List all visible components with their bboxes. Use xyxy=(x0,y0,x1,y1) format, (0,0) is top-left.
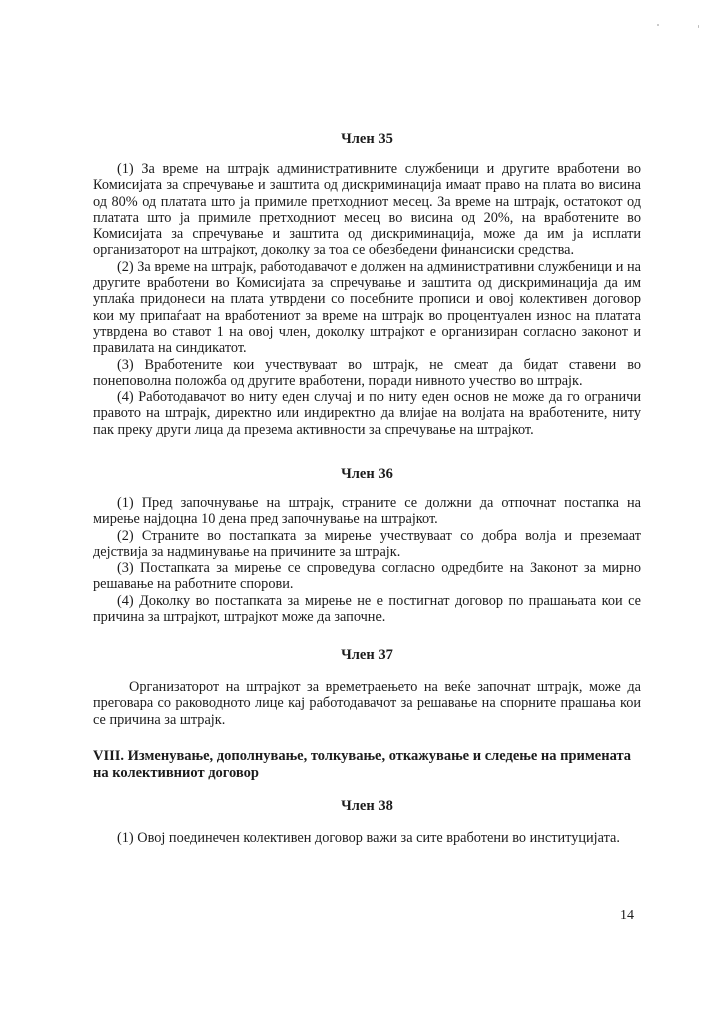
article-35-heading: Член 35 xyxy=(341,131,393,147)
article-35-body xyxy=(93,161,641,438)
article-35-paragraph-4: (4) Работодавачот во ниту еден случај и по ниту еден основ не може да го ограничи правото на штрајк, директно или индиректно да влијае на волјата на вработените, ниту пак преку други лица да презема активности за спречување на штрајкот. xyxy=(93,389,641,438)
article-36-paragraph-1: (1) Пред започнување на штрајк, страните се должни да отпочнат постапка на мирење најдоцна 10 дена пред започнување на штрајкот. xyxy=(93,495,641,528)
article-38-paragraph-1: (1) Овој поединечен колективен договор важи за сите вработени во институцијата. xyxy=(117,830,620,846)
article-35-paragraph-3: (3) Вработените кои учествуваат во штрајк, не смеат да бидат ставени во понеповолна положба од другите вработени, поради нивното учество во штрајк. xyxy=(93,356,641,389)
article-37-heading: Член 37 xyxy=(341,647,393,663)
article-36-body xyxy=(93,495,641,625)
article-38-body xyxy=(93,830,641,846)
article-35-paragraph-2: (2) За време на штрајк, работодавачот е должен на административни службеници и на другите вработени во Комисијата за спречување и заштита од дискриминација да им уплаќа придонеси на плата утврдени со посебните прописи и овој колективен договор кои му припаѓаат на вработениот за време на штрајк во процентуален износ на платата утврдена во ставот 1 на овој член, доколку штрајкот е организиран согласно законот и правилата на синдикатот. xyxy=(93,258,641,357)
section-viii-title: VIII. Изменување, дополнување, толкување, откажување и следење на примената на колективниот договор xyxy=(93,748,631,781)
scan-speck xyxy=(698,25,699,28)
article-38-heading: Член 38 xyxy=(341,798,393,814)
article-36-heading: Член 36 xyxy=(341,466,393,482)
article-36-paragraph-4: (4) Доколку во постапката за мирење не е постигнат договор по прашањата кои се причина за штрајкот, штрајкот може да започне. xyxy=(93,592,641,626)
article-36-paragraph-3: (3) Постапката за мирење се спроведува согласно одредбите на Законот за мирно решавање на работните спорови. xyxy=(93,560,641,593)
article-36-paragraph-2: (2) Страните во постапката за мирење учествуваат со добра волја и преземаат дејствија за надминување на причините за штрајк. xyxy=(93,527,641,560)
article-35-paragraph-1: (1) За време на штрајк административните службеници и другите вработени во Комисијата за спречување и заштита од дискриминација имаат право на плата во висина од 80% од платата што ја примиле претходниот месец. За време на штрајк, остатокот од платата што ја примиле претходниот месец во висина од 20%, на вработените во Комисијата за спречување и заштита од дискриминација, може да им ја исплати организаторот на штрајкот, доколку за тоа се обезбедени финансиски средства. xyxy=(93,161,641,259)
article-37-body xyxy=(93,679,641,728)
page-number: 14 xyxy=(620,908,634,923)
article-37-paragraph-1: Организаторот на штрајкот за времетраењето на веќе започнат штрајк, може да преговара со раководното лице кај работодавачот за решавање на спорните прашања кои се причина за штрајк. xyxy=(93,679,641,728)
scan-speck xyxy=(657,24,659,26)
